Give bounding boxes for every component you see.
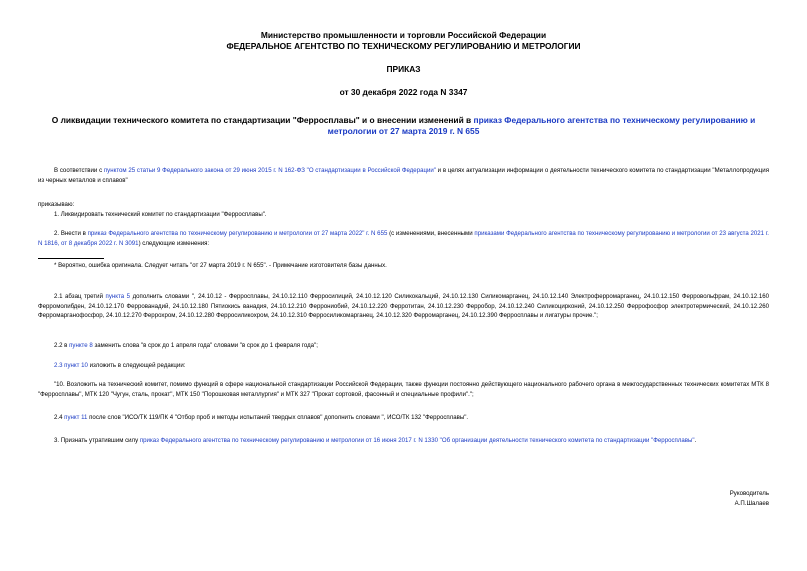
item-3-text-1: 3. Признать утратившим силу bbox=[54, 437, 140, 444]
amendments-link[interactable]: приказами Федерального агентства по техническому регулированию и метрологии от 23 августа 2021 г. N 1816, от 8 декабря 2022 г. N 3091 bbox=[38, 230, 769, 247]
item-2-text-3: ) следующие изменения: bbox=[138, 239, 210, 247]
order-655-link[interactable]: приказ Федерального агентства по техническому регулированию и метрологии от 27 марта 2022" г. N 655 bbox=[87, 230, 388, 237]
paragraph-10-link[interactable]: 2.3 пункт 10 bbox=[54, 362, 88, 369]
footnote-separator bbox=[38, 258, 104, 259]
item-2-3-text: изложить в следующей редакции: bbox=[87, 362, 186, 369]
paragraph-5-link[interactable]: пункта 5 bbox=[105, 293, 131, 300]
signature-role: Руководитель bbox=[729, 490, 769, 497]
item-2-1 bbox=[38, 292, 769, 321]
document-date: от 30 декабря 2022 года N 3347 bbox=[339, 87, 468, 97]
item-2-2 bbox=[54, 341, 318, 351]
item-3 bbox=[38, 436, 769, 446]
item-2-1-text-2: дополнить словами ", 24.10.12 - Ферросплавы, 24.10.12.110 Ферросилиций, 24.10.12.120 Силикокальций, 24.10.12.130 Силикомарганец, 24.10.12.140 Электроферромарганец, 24.10.12.150 Ферровольфрам, 24.10.12.160 Ферромолибден, 24.10.12.170 Феррованадий, 24.10.12.180 Пятиокись ванадия, 24.10.12.210 Феррониобий, 24.10.12.220 Ферротитан, 24.10.12.230 Ферробор, 24.10.12.240 Силикоцирконий, 24.10.12.250 Феррофосфор электротермический, 24.10.12.260 Ферромарганофосфор, 24.10.12.270 Феррохром, 24.10.12.280 Ферросиликохром, 24.10.12.310 Ферросиликомарганец, 24.10.12.320 Ферромарганец, 24.10.12.390 Ферросплавы и лигатуры прочие."; bbox=[38, 293, 769, 319]
item-2-1-text-1: 2.1 абзац третий bbox=[54, 293, 106, 300]
item-2-4 bbox=[54, 413, 468, 423]
title-link[interactable]: приказ Федерального агентства по техническому регулированию и метрологии от 27 марта 2019 г. N 655 bbox=[327, 115, 756, 136]
item-2-2-text-2: заменить слова "в срок до 1 апреля года" словами "в срок до 1 февраля года"; bbox=[92, 342, 318, 349]
preamble-text-1: В соответствии с bbox=[54, 167, 104, 174]
item-2-3-content: "10. Возложить на технический комитет, помимо функций в сфере национальной стандартизации Российской Федерации, также функции постоянно действующего национального рабочего органа в межгосударственных технических комитетах МТК 8 "Ферросплавы", МТК 120 "Чугун, сталь, прокат", МТК 150 "Порошковая металлургия" и МТК 327 "Прокат сортовой, фасонный и специальные профили"."; bbox=[38, 381, 769, 398]
preamble-text-2: и в целях актуализации информации о деятельности технического комитета по стандартизации "Металлопродукция из черных металлов и сплавов" bbox=[38, 167, 769, 184]
item-1: 1. Ликвидировать технический комитет по стандартизации "Ферросплавы". bbox=[54, 211, 267, 218]
paragraph-11-link[interactable]: пункт 11 bbox=[64, 414, 88, 421]
agency-name: ФЕДЕРАЛЬНОЕ АГЕНТСТВО ПО ТЕХНИЧЕСКОМУ РЕГУЛИРОВАНИЮ И МЕТРОЛОГИИ bbox=[226, 41, 581, 51]
paragraph-8-link[interactable]: пункте 8 bbox=[69, 342, 93, 349]
item-2-4-text-1: 2.4 bbox=[54, 414, 65, 421]
footnote: * Вероятно, ошибка оригинала. Следует читать "от 27 марта 2019 г. N 655". - Примечание изготовителя базы данных. bbox=[54, 262, 387, 269]
item-2 bbox=[38, 229, 769, 248]
item-2-4-text-2: после слов "ИСО/ТК 119/ПК 4 "Отбор проб и методы испытаний твердых сплавов" дополнить словами ", ИСО/ТК 132 "Ферросплавы". bbox=[87, 414, 469, 421]
document-type: ПРИКАЗ bbox=[386, 64, 421, 74]
order-word: приказываю: bbox=[38, 201, 75, 208]
item-2-text-1: 2. Внести в bbox=[54, 230, 88, 237]
item-2-2-text-1: 2.2 в bbox=[54, 342, 70, 349]
ministry-name: Министерство промышленности и торговли Российской Федерации bbox=[260, 30, 547, 40]
law-link[interactable]: пунктом 25 статьи 9 Федерального закона от 29 июня 2015 г. N 162-ФЗ "О стандартизации в Российской Федерации" bbox=[103, 167, 436, 174]
signature-name: А.П.Шалаев bbox=[734, 500, 769, 507]
preamble bbox=[38, 166, 769, 185]
order-1330-link[interactable]: приказ Федерального агентства по техническому регулированию и метрологии от 16 июня 2017 г. N 1330 "Об организации деятельности технического комитета по стандартизации "Ферросплавы" bbox=[139, 437, 695, 444]
document-title bbox=[40, 115, 767, 137]
item-3-text-2: . bbox=[694, 437, 697, 444]
item-2-3 bbox=[54, 361, 185, 371]
title-text: О ликвидации технического комитета по стандартизации "Ферросплавы" и о внесении изменений в bbox=[51, 115, 474, 125]
item-2-text-2: (с изменениями, внесенными bbox=[387, 230, 475, 237]
